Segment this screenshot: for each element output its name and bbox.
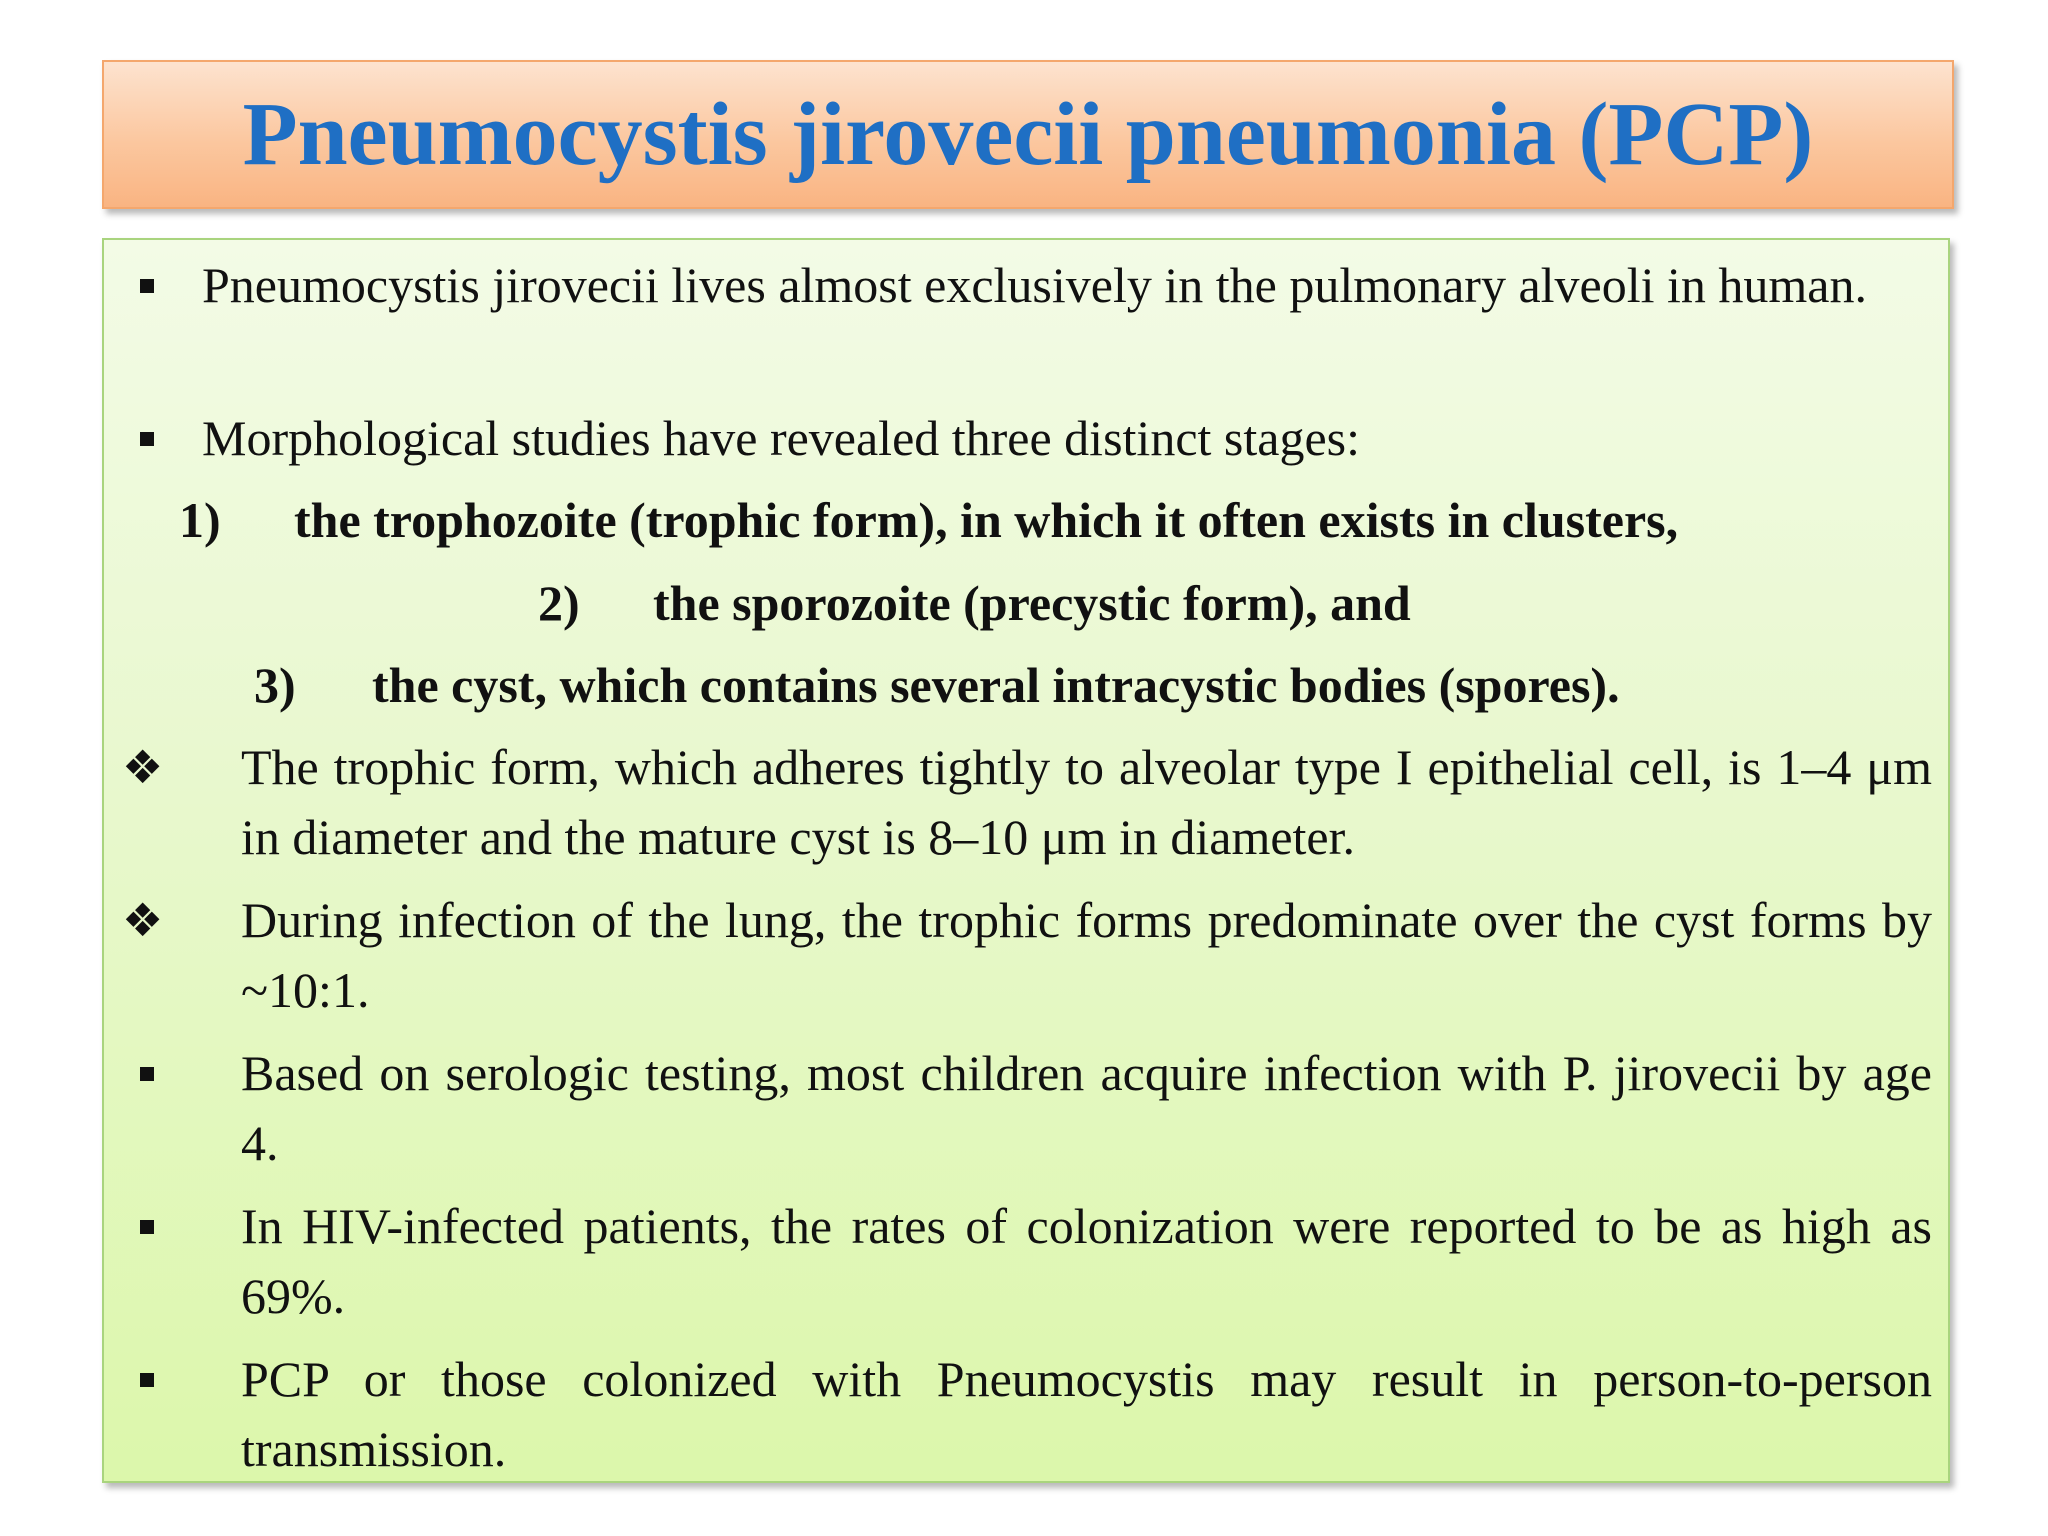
bullet-item [104, 403, 1952, 473]
bullet-text: In HIV-infected patients, the rates of colonization were reported to be as high as 69%. [241, 1198, 1932, 1324]
bullet-text: PCP or those colonized with Pneumocystis may result in person-to-person transmission. [241, 1351, 1932, 1477]
stage-text: the sporozoite (precystic form), and [653, 575, 1411, 631]
stage-number: 3) [254, 657, 296, 713]
stage-text: the cyst, which contains several intracystic bodies (spores). [372, 657, 1620, 713]
title-banner [102, 60, 1954, 209]
bullet-text: The trophic form, which adheres tightly to alveolar type I epithelial cell, is 1–4 μm in diameter and the mature cyst is 8–10 μm in diameter. [241, 739, 1932, 865]
stage-item [538, 568, 1411, 638]
stage-number: 1) [179, 492, 221, 548]
bullet-text: During infection of the lung, the trophic forms predominate over the cyst forms by ~10:1. [241, 892, 1932, 1018]
slide-title: Pneumocystis jirovecii pneumonia (PCP) [242, 84, 1814, 184]
diamond-bullet-icon: ❖ [122, 740, 164, 794]
bullet-text: Morphological studies have revealed three distinct stages: [202, 410, 1360, 466]
bullet-text: Pneumocystis jirovecii lives almost exclusively in the pulmonary alveoli in human. [202, 257, 1867, 313]
bullet-text: Based on serologic testing, most children acquire infection with P. jirovecii by age 4. [241, 1045, 1932, 1171]
diamond-bullet-icon: ❖ [122, 893, 164, 947]
bullet-item [104, 250, 1952, 390]
stage-text: the trophozoite (trophic form), in which it often exists in clusters, [294, 492, 1679, 548]
bullet-item [104, 885, 1952, 1025]
bullet-item [104, 1191, 1952, 1331]
stage-item [254, 650, 1620, 720]
stage-item [179, 485, 1678, 555]
content-panel [102, 238, 1950, 1483]
bullet-item [104, 1344, 1952, 1484]
stage-number: 2) [538, 575, 580, 631]
bullet-item [104, 732, 1952, 872]
bullet-item [104, 1038, 1952, 1178]
